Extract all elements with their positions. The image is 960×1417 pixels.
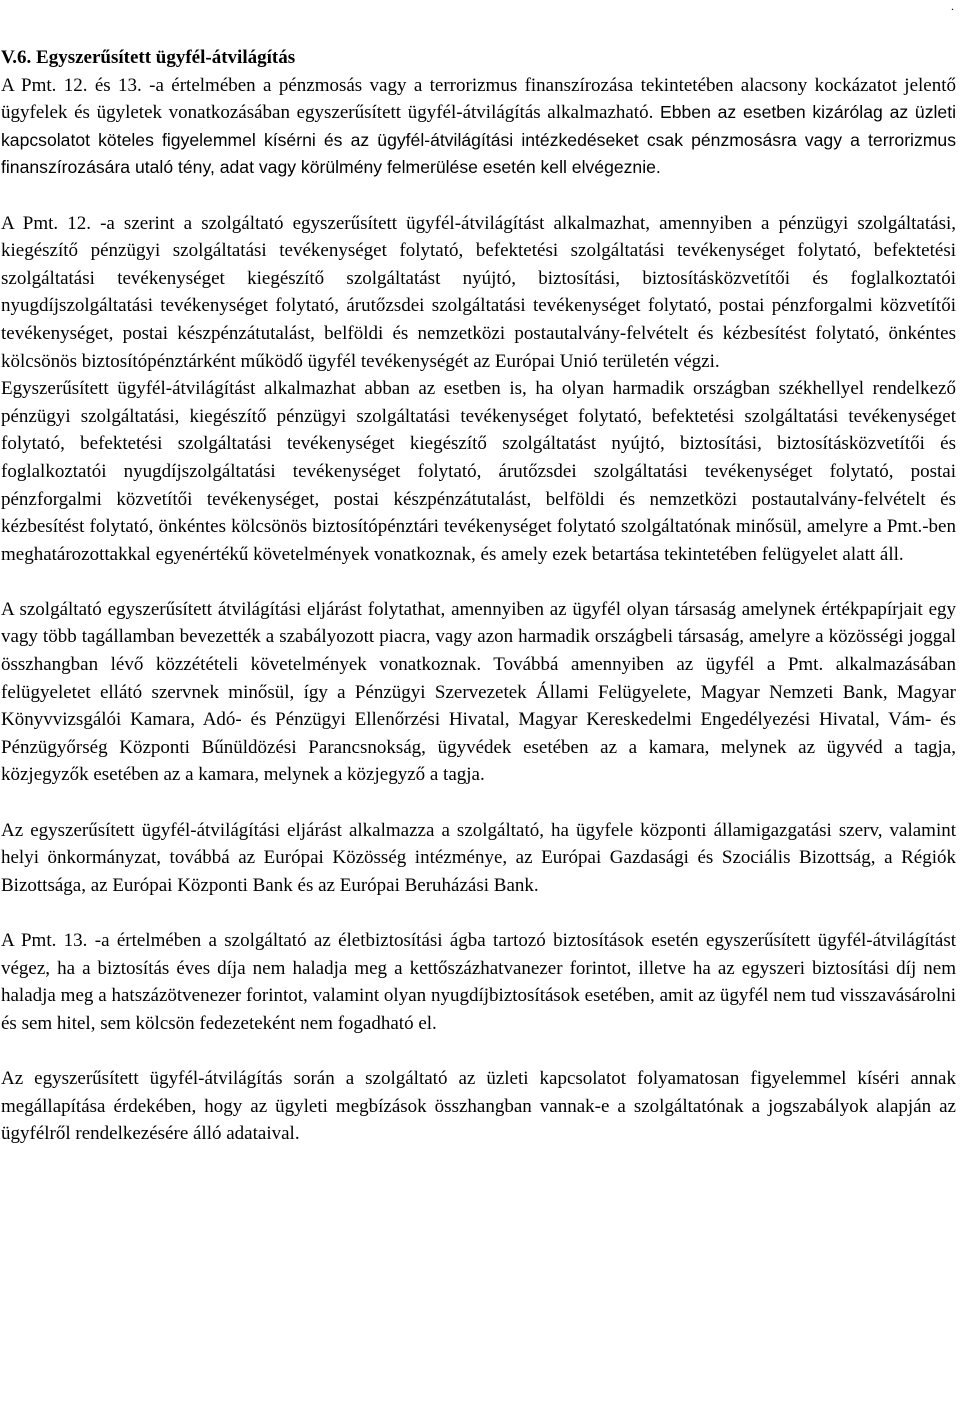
paragraph-monitoring: Az egyszerűsített ügyfél-átvilágítás során a szolgáltató az üzleti kapcsolatot folyamatosan figyelemmel kíséri annak megállapítása érdekében, hogy az ügyleti megbízások összhangban vannak-e a szolgáltatónak a jogszabályok alapján az ügyfélről rendelkezésére álló adataival. bbox=[1, 1067, 956, 1145]
paragraph-intro-sans: Ebben az esetben kizárólag az üzleti kapcsolatot köteles figyelemmel kísérni és az ügyfél-átvilágítási intézkedéseket csak pénzmosásra vagy a terrorizmus finanszírozására utaló tény, adat vagy körülmény felmerülése esetén kell elvégeznie. bbox=[1, 102, 956, 178]
paragraph-gap bbox=[1, 899, 956, 927]
corner-mark: . bbox=[951, 0, 954, 13]
section-title: V.6. Egyszerűsített ügyfél-átvilágítás bbox=[1, 47, 296, 68]
paragraph-intro bbox=[1, 72, 956, 182]
paragraph-gap bbox=[1, 789, 956, 817]
paragraph-gap bbox=[1, 568, 956, 596]
paragraph-intro-serif: A Pmt. 12. és 13. -a értelmében a pénzmosás vagy a terrorizmus finanszírozása tekintetében alacsony kockázatot jelentő ügyfelek és ügyletek vonatkozásában egyszerűsített ügyfél-átvilágítás alkalmazható. bbox=[1, 74, 956, 124]
paragraph-pmt-13: A Pmt. 13. -a értelmében a szolgáltató az életbiztosítási ágba tartozó biztosítások esetén egyszerűsített ügyfél-átvilágítást végez, ha a biztosítás éves díja nem haladja meg a kettőszázhatvanezer forintot, illetve ha az egyszeri biztosítási díj nem haladja meg a hatszázötvenezer forintot, valamint olyan nyugdíjbiztosítások esetében, amit az ügyfél nem tud visszavásárolni és sem hitel, sem kölcsön fedezeteként nem fogadható el. bbox=[1, 930, 956, 1034]
paragraph-pmt-12: A Pmt. 12. -a szerint a szolgáltató egyszerűsített ügyfél-átvilágítást alkalmazhat, amennyiben a pénzügyi szolgáltatási, kiegészítő pénzügyi szolgáltatási tevékenységet folytató, befektetési szolgáltatási tevékenységet folytató, befektetési szolgáltatási tevékenységet kiegészítő szolgáltatást nyújtó, biztosítási, biztosításközvetítői és foglalkoztatói nyugdíjszolgáltatási tevékenységet folytató, árutőzsdei szolgáltatási tevékenységet folytató, postai pénzforgalmi közvetítői tevékenységet, postai készpénzátutalást, belföldi és nemzetközi postautalvány-felvételt és kézbesítést folytató, önkéntes kölcsönös biztosítópénztárként működő ügyfél tevékenységét az Európai Unió területén végzi. bbox=[1, 212, 956, 372]
paragraph-third-country: Egyszerűsített ügyfél-átvilágítást alkalmazhat abban az esetben is, ha olyan harmadik országban székhellyel rendelkező pénzügyi szolgáltatási, kiegészítő pénzügyi szolgáltatási tevékenységet folytató, befektetési szolgáltatási tevékenységet folytató, befektetési szolgáltatási tevékenységet kiegészítő szolgáltatást nyújtó, biztosítási, biztosításközvetítői és foglalkoztatói nyugdíjszolgáltatási tevékenységet folytató, árutőzsdei szolgáltatási tevékenységet folytató, postai pénzforgalmi közvetítői tevékenységet, postai készpénzátutalást, belföldi és nemzetközi postautalvány-felvételt és kézbesítést folytató, önkéntes kölcsönös biztosítópénztári tevékenységet folytató szolgáltatónak minősül, amelyre a Pmt.-ben meghatározottakkal egyenértékű követelmények vonatkoznak, és amely ezek betartása tekintetében felügyelet alatt áll. bbox=[1, 378, 956, 565]
paragraph-gap bbox=[1, 182, 956, 210]
paragraph-public-bodies: Az egyszerűsített ügyfél-átvilágítási eljárást alkalmazza a szolgáltató, ha ügyfele központi államigazgatási szerv, valamint helyi önkormányzat, továbbá az Európai Közösség intézménye, az Európai Gazdasági és Szociális Bizottság, a Régiók Bizottsága, az Európai Központi Bank és az Európai Beruházási Bank. bbox=[1, 819, 956, 896]
paragraph-listed-companies: A szolgáltató egyszerűsített átvilágítási eljárást folytathat, amennyiben az ügyfél olyan társaság amelynek értékpapírjait egy vagy több tagállamban bevezették a szabályozott piacra, vagy azon harmadik országbeli társaság, amelyre a közösségi joggal összhangban lévő közzétételi követelmények vonatkoznak. Továbbá amennyiben az ügyfél a Pmt. alkalmazásában felügyeletet ellátó szervnek minősül, így a Pénzügyi Szervezetek Állami Felügyelete, Magyar Nemzeti Bank, Magyar Könyvvizsgálói Kamara, Adó- és Pénzügyi Ellenőrzési Hivatal, Magyar Kereskedelmi Engedélyezési Hivatal, Vám- és Pénzügyőrség Központi Bűnüldözési Parancsnokság, ügyvédek esetében az a kamara, melynek az ügyvéd a tagja, közjegyzők esetében az a kamara, melynek a közjegyző a tagja. bbox=[1, 598, 956, 786]
paragraph-gap bbox=[1, 1037, 956, 1065]
